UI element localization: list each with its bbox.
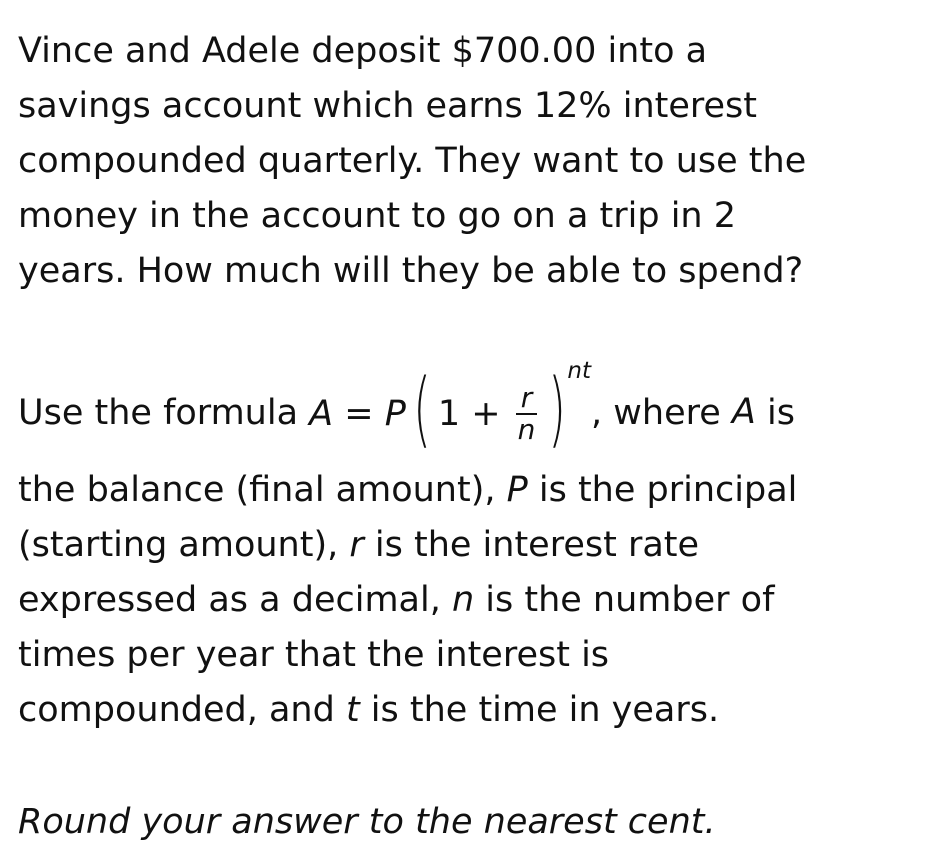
- formula-comma: ,: [591, 393, 603, 433]
- fraction-denominator: n: [517, 413, 536, 446]
- question-paragraph: [18, 24, 934, 299]
- definition-text: the balance (final amount),: [18, 470, 507, 510]
- formula-left-paren: (: [413, 362, 431, 457]
- definition-text: expressed as a decimal,: [18, 580, 452, 620]
- definition-line-5: [18, 683, 934, 738]
- formula-exponent: nt: [567, 358, 592, 384]
- definition-var-n: n: [451, 580, 475, 620]
- definitions-paragraph: [18, 463, 934, 738]
- problem-document: [18, 24, 934, 850]
- definition-text: compounded, and: [18, 690, 346, 730]
- definition-var-r: r: [349, 525, 364, 565]
- formula-var-P: P: [384, 394, 406, 434]
- definition-text: is the time in years.: [359, 690, 720, 730]
- formula-equals: =: [333, 394, 385, 434]
- question-line-1: Vince and Adele deposit $700.00 into a: [18, 31, 708, 71]
- formula-suffix-end: is: [755, 393, 795, 433]
- question-line-4: money in the account to go on a trip in 2: [18, 196, 737, 236]
- formula-line: [18, 358, 934, 457]
- definition-text: is the interest rate: [363, 525, 700, 565]
- definition-text: is the principal: [527, 470, 798, 510]
- formula-one-plus: 1 +: [437, 394, 512, 434]
- formula-suffix-var-A: A: [731, 392, 756, 432]
- definition-line-2: [18, 518, 934, 573]
- compound-interest-formula: [309, 358, 592, 458]
- rounding-instruction: Round your answer to the nearest cent.: [18, 802, 716, 842]
- fraction-numerator: r: [516, 383, 538, 415]
- formula-suffix-text: where: [602, 393, 732, 433]
- question-line-5: years. How much will they be able to spend?: [18, 251, 804, 291]
- definition-line-4: times per year that the interest is: [18, 635, 610, 675]
- formula-right-paren: ): [548, 362, 567, 457]
- question-line-2: savings account which earns 12% interest: [18, 86, 758, 126]
- formula-fraction: [516, 383, 538, 445]
- definition-text: (starting amount),: [18, 525, 350, 565]
- formula-prefix: Use the formula: [18, 393, 310, 433]
- definition-line-3: [18, 573, 934, 628]
- definition-line-1: [18, 463, 934, 518]
- definition-var-t: t: [345, 690, 360, 730]
- formula-var-A: A: [309, 394, 334, 434]
- definition-text: is the number of: [474, 580, 775, 620]
- question-line-3: compounded quarterly. They want to use the: [18, 141, 807, 181]
- definition-var-P: P: [506, 470, 528, 510]
